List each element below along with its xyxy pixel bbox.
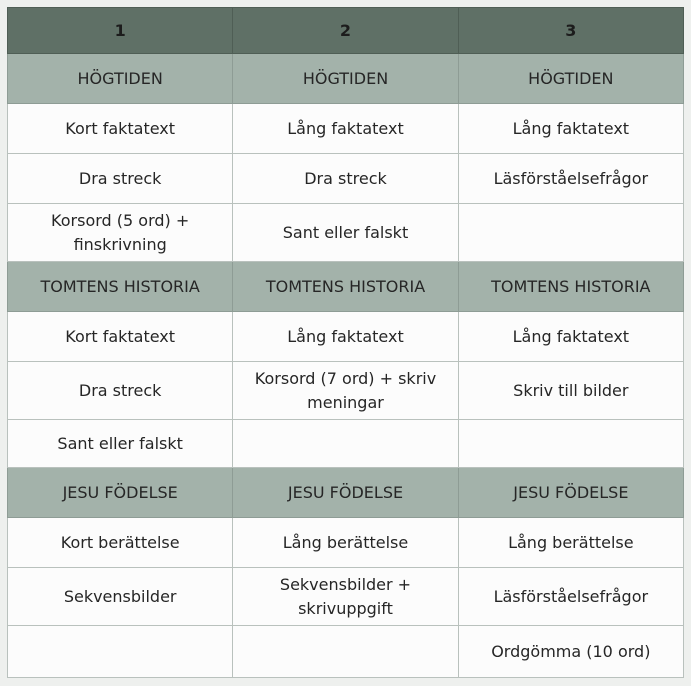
table-cell: Skriv till bilder [458,362,683,420]
table-row [8,362,684,420]
table-cell: Kort berättelse [8,518,233,568]
section-title: JESU FÖDELSE [233,468,458,518]
section-row-hogtiden [8,54,684,104]
section-title: TOMTENS HISTORIA [458,262,683,312]
table-cell [458,420,683,468]
column-header-3: 3 [458,8,683,54]
table-cell: Lång faktatext [458,104,683,154]
column-header-2: 2 [233,8,458,54]
table-row [8,104,684,154]
table-cell: Lång faktatext [233,312,458,362]
section-title: JESU FÖDELSE [458,468,683,518]
table-cell [458,204,683,262]
table-cell: Lång faktatext [233,104,458,154]
table-cell: Dra streck [8,154,233,204]
section-title: TOMTENS HISTORIA [8,262,233,312]
table-cell: Sekvensbilder [8,568,233,626]
column-header-1: 1 [8,8,233,54]
table-row [8,312,684,362]
level-table [7,7,684,678]
table-cell [233,420,458,468]
table-cell: Kort faktatext [8,312,233,362]
table-cell: Lång berättelse [233,518,458,568]
table-cell [8,626,233,678]
table-cell: Sekvensbilder + skrivuppgift [233,568,458,626]
section-row-jesu-fodelse [8,468,684,518]
table-cell: Dra streck [233,154,458,204]
table-row [8,518,684,568]
table-row [8,154,684,204]
table-cell: Kort faktatext [8,104,233,154]
section-title: HÖGTIDEN [458,54,683,104]
table-cell [233,626,458,678]
table-row [8,204,684,262]
table-row [8,568,684,626]
section-title: HÖGTIDEN [233,54,458,104]
section-title: JESU FÖDELSE [8,468,233,518]
section-title: TOMTENS HISTORIA [233,262,458,312]
section-row-tomtens-historia [8,262,684,312]
section-title: HÖGTIDEN [8,54,233,104]
table-row [8,420,684,468]
table-cell: Korsord (7 ord) + skriv meningar [233,362,458,420]
table-cell: Sant eller falskt [8,420,233,468]
table-cell: Lång faktatext [458,312,683,362]
table-cell: Sant eller falskt [233,204,458,262]
table-cell: Korsord (5 ord) + finskrivning [8,204,233,262]
header-row [8,8,684,54]
table-cell: Läsförståelsefrågor [458,568,683,626]
table-row [8,626,684,678]
table-cell: Läsförståelsefrågor [458,154,683,204]
table-cell: Ordgömma (10 ord) [458,626,683,678]
table-cell: Dra streck [8,362,233,420]
table-cell: Lång berättelse [458,518,683,568]
